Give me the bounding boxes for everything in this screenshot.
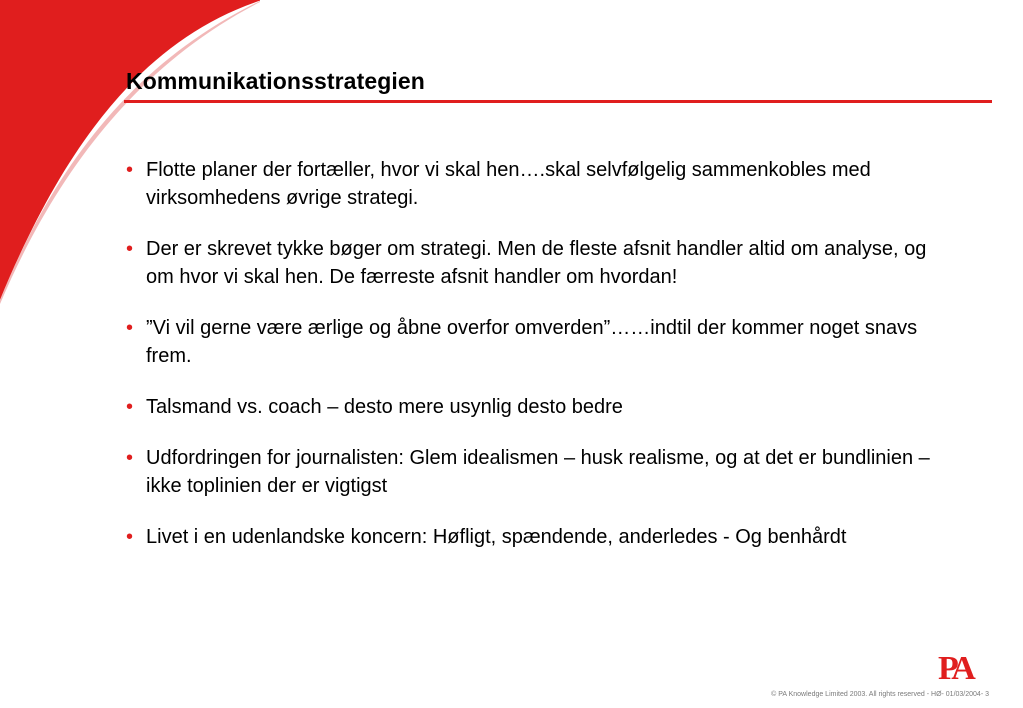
slide-title: Kommunikationsstrategien <box>126 68 425 94</box>
bullet-marker: • <box>126 159 134 181</box>
list-item <box>126 444 956 500</box>
bullet-text: Livet i en udenlandske koncern: Høfligt, spændende, anderledes - Og benhårdt <box>146 526 847 548</box>
list-item <box>126 156 956 212</box>
bullet-marker: • <box>126 447 134 469</box>
bullet-text: Der er skrevet tykke bøger om strategi. Men de fleste afsnit handler altid om analyse, og om hvor vi skal hen. De færreste afsnit handler om hvordan! <box>146 238 927 288</box>
list-item <box>126 393 956 421</box>
pa-logo: PA <box>938 650 971 687</box>
bullet-text: ”Vi vil gerne være ærlige og åbne overfor omverden”……indtil der kommer noget snavs frem. <box>146 317 918 367</box>
bullet-list <box>126 156 956 574</box>
bullet-text: Flotte planer der fortæller, hvor vi skal hen….skal selvfølgelig sammenkobles med virksomhedens øvrige strategi. <box>146 159 871 209</box>
bullet-marker: • <box>126 526 134 548</box>
bullet-text: Udfordringen for journalisten: Glem idealismen – husk realisme, og at det er bundlinien – ikke toplinien der er vigtigst <box>146 447 930 497</box>
list-item <box>126 314 956 370</box>
title-underline <box>124 100 992 103</box>
list-item <box>126 523 956 551</box>
bullet-marker: • <box>126 238 134 260</box>
copyright-footer: © PA Knowledge Limited 2003. All rights reserved - HØ- 01/03/2004- 3 <box>771 691 989 698</box>
bullet-marker: • <box>126 396 134 418</box>
bullet-text: Talsmand vs. coach – desto mere usynlig desto bedre <box>146 396 623 418</box>
list-item <box>126 235 956 291</box>
bullet-marker: • <box>126 317 134 339</box>
